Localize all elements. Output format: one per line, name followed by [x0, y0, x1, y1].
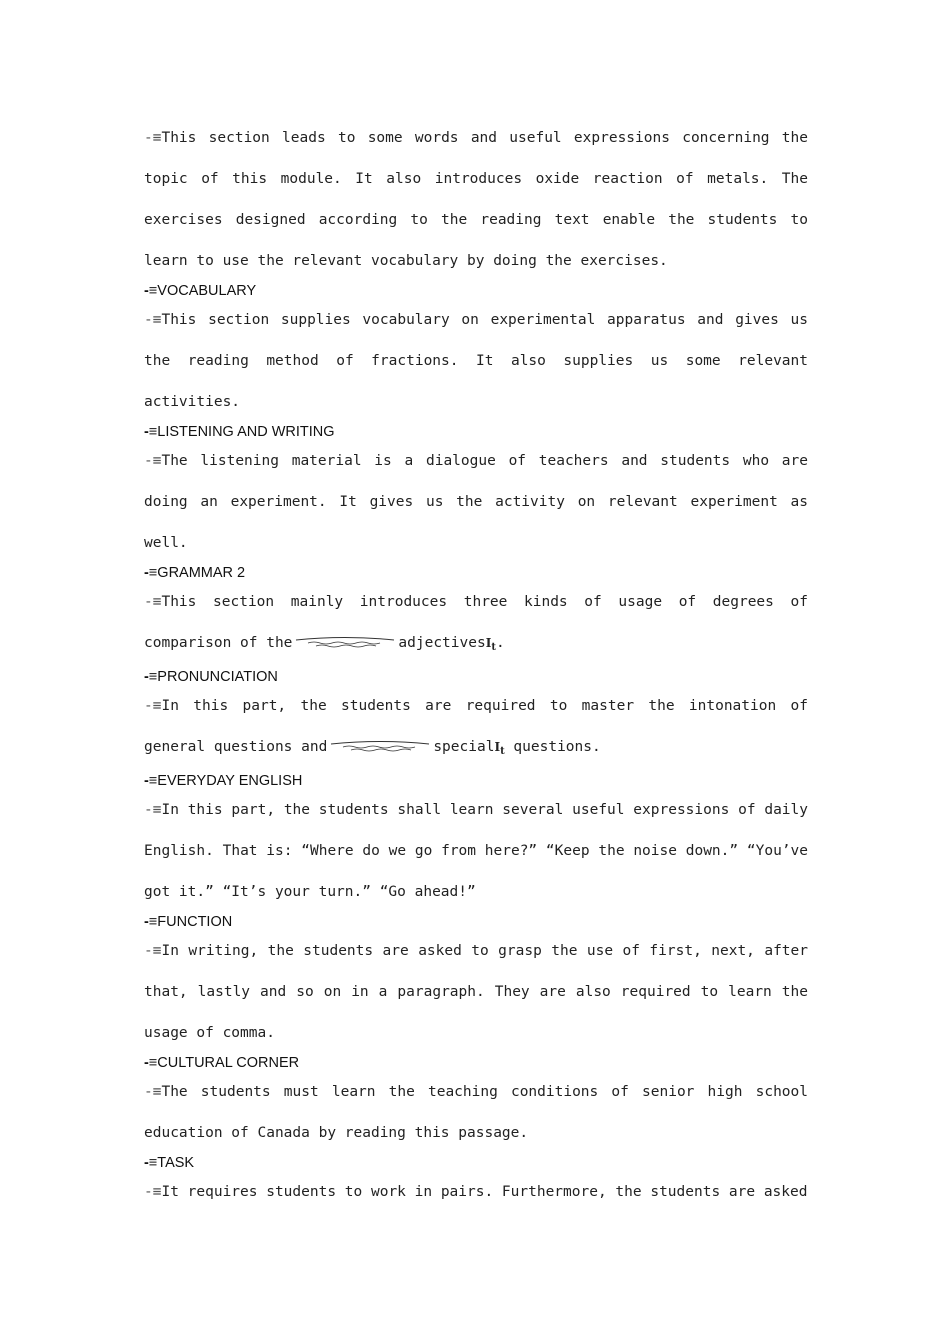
wavy-underline-icon	[329, 740, 431, 754]
heading-vocabulary	[144, 282, 808, 300]
paragraph-text: In this part, the students shall learn several useful expressions of daily English. That is: “Where do we go from here?” “Keep the noise down.” “You’ve got it.” “It’s your turn.” “Go ahead!”	[144, 802, 808, 900]
paragraph-text: In writing, the students are asked to grasp the use of first, next, after that, lastly and so on in a paragraph. They are also required to learn the usage of comma.	[144, 943, 808, 1041]
grammar-paragraph	[144, 582, 808, 668]
bullet-mark: -≡	[144, 669, 158, 685]
paragraph-text: In this part, the students are required to master the intonation of general questions and	[144, 698, 808, 755]
bullet-mark: -≡	[144, 943, 162, 959]
heading-listening-writing	[144, 423, 808, 441]
bullet-mark: -≡	[144, 914, 158, 930]
heading-function	[144, 913, 808, 931]
paragraph-text: The students must learn the teaching conditions of senior high school education of Canada by reading this passage.	[144, 1084, 808, 1141]
heading-text: FUNCTION	[157, 914, 233, 930]
bullet-mark: -≡	[144, 453, 162, 469]
intro-paragraph	[144, 118, 808, 282]
heading-text: EVERYDAY ENGLISH	[157, 773, 303, 789]
bullet-mark: -≡	[144, 283, 158, 299]
bullet-mark: -≡	[144, 1155, 158, 1171]
paragraph-text: It requires students to work in pairs. Furthermore, the students are asked	[161, 1184, 808, 1200]
bullet-mark: -≡	[144, 802, 162, 818]
bullet-mark: -≡	[144, 594, 162, 610]
wavy-underline-icon	[294, 636, 396, 650]
marker-sub: t	[500, 746, 505, 757]
bullet-mark: -≡	[144, 130, 162, 146]
marker-main: I	[485, 636, 492, 650]
heading-text: VOCABULARY	[157, 283, 257, 299]
bullet-mark: -≡	[144, 698, 162, 714]
cultural-corner-paragraph	[144, 1072, 808, 1154]
paragraph-text: The listening material is a dialogue of teachers and students who are doing an experiment. It gives us the activity on relevant experiment as well.	[144, 453, 808, 551]
bullet-mark: -≡	[144, 312, 162, 328]
inline-marker	[494, 740, 505, 757]
heading-text: LISTENING AND WRITING	[157, 424, 335, 440]
function-paragraph	[144, 931, 808, 1054]
document-page	[144, 118, 808, 1213]
bullet-mark: -≡	[144, 565, 158, 581]
paragraph-text: This section mainly introduces three kinds of usage of degrees of comparison of the	[144, 594, 808, 651]
bullet-mark: -≡	[144, 1184, 162, 1200]
heading-everyday-english	[144, 772, 808, 790]
vocabulary-paragraph	[144, 300, 808, 423]
heading-pronunciation	[144, 668, 808, 686]
paragraph-tail: questions.	[504, 739, 601, 755]
heading-text: GRAMMAR 2	[157, 565, 246, 581]
emphasized-word: adjectives	[398, 635, 486, 651]
marker-sub: t	[491, 642, 496, 653]
paragraph-text: This section supplies vocabulary on experimental apparatus and gives us the reading method of fractions. It also supplies us some relevant activities.	[144, 312, 808, 410]
intro-text: This section leads to some words and useful expressions concerning the topic of this module. It also introduces oxide reaction of metals. The exercises designed according to the reading text enable the students to learn to use the relevant vocabulary by doing the exercises.	[144, 130, 808, 269]
bullet-mark: -≡	[144, 1055, 158, 1071]
heading-task	[144, 1154, 808, 1172]
heading-text: TASK	[157, 1155, 195, 1171]
inline-marker	[485, 636, 496, 653]
heading-cultural-corner	[144, 1054, 808, 1072]
bullet-mark: -≡	[144, 1084, 162, 1100]
pronunciation-paragraph	[144, 686, 808, 772]
heading-grammar-2	[144, 564, 808, 582]
bullet-mark: -≡	[144, 424, 158, 440]
marker-main: I	[494, 740, 501, 754]
emphasized-word: special	[433, 739, 495, 755]
paragraph-tail: .	[495, 635, 505, 651]
everyday-english-paragraph	[144, 790, 808, 913]
heading-text: CULTURAL CORNER	[157, 1055, 300, 1071]
listening-paragraph	[144, 441, 808, 564]
heading-text: PRONUNCIATION	[157, 669, 278, 685]
bullet-mark: -≡	[144, 773, 158, 789]
task-paragraph	[144, 1172, 808, 1213]
